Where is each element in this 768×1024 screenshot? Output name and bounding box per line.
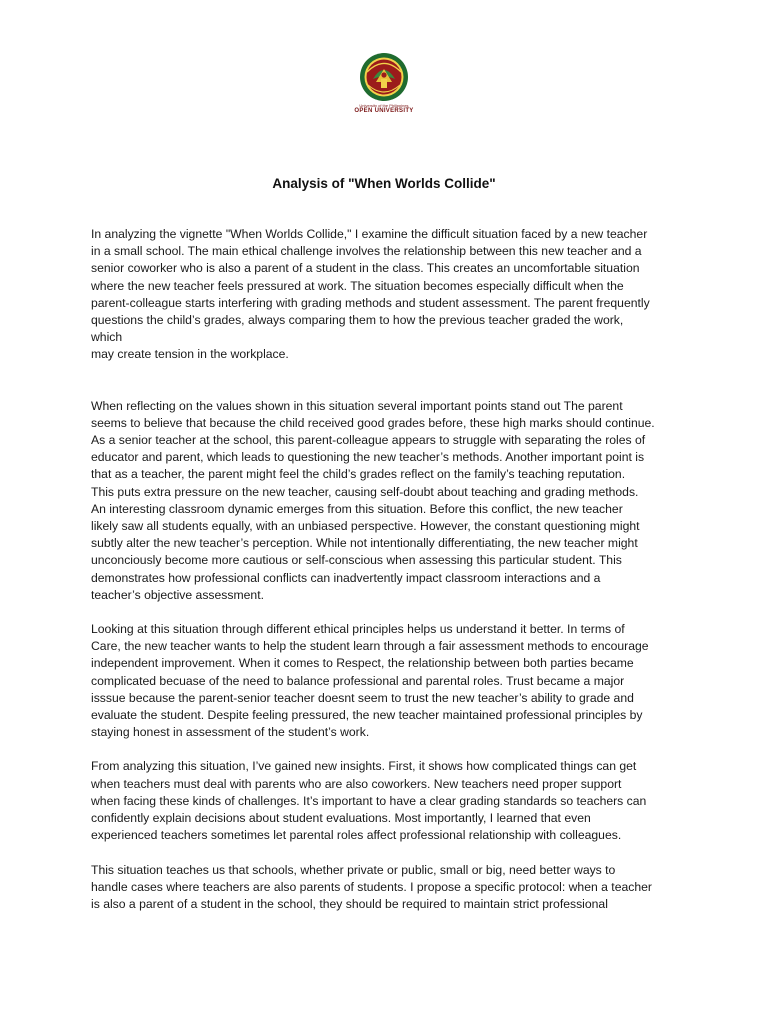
paragraph-spacer <box>91 364 691 398</box>
text-line: seems to believe that because the child received good grades before, these high marks should continue. <box>91 415 655 430</box>
text-line: senior coworker who is also a parent of a student in the class. This creates an uncomfortable situation <box>91 261 640 276</box>
text-line: staying honest in assessment of the student’s work. <box>91 725 370 740</box>
text-line: unconciously become more cautious or self-conscious when assessing this particular student. This <box>91 553 622 568</box>
paragraph-spacer <box>91 741 691 758</box>
text-line: Care, the new teacher wants to help the student learn through a fair assessment methods to encourage <box>91 639 649 654</box>
text-line: This situation teaches us that schools, whether private or public, small or big, need better ways to <box>91 862 616 877</box>
paragraph-4 <box>91 758 691 844</box>
text-line: An interesting classroom dynamic emerges from this situation. Before this conflict, the new teacher <box>91 501 623 516</box>
text-line: in a small school. The main ethical challenge involves the relationship between this new teacher and a <box>91 244 642 259</box>
text-line: handle cases where teachers are also parents of students. I propose a specific protocol: when a teacher <box>91 879 652 894</box>
logo-open-university: OPEN UNIVERSITY <box>354 108 414 114</box>
text-line: When reflecting on the values shown in this situation several important points stand out The parent <box>91 398 623 413</box>
paragraph-spacer <box>91 845 691 862</box>
text-line: that as a teacher, the parent might feel the child’s grades reflect on the family’s teaching reputation. <box>91 467 626 482</box>
text-line: is also a parent of a student in the school, they should be required to maintain strict professional <box>91 896 608 911</box>
document-title: Analysis of "When Worlds Collide" <box>272 176 496 191</box>
text-line: parent-colleague starts interfering with grading methods and student assessment. The parent frequently <box>91 295 650 310</box>
up-open-university-seal-icon <box>359 52 409 102</box>
text-line: questions the child’s grades, always comparing them to how the previous teacher graded the work, <box>91 313 624 328</box>
logo-university-name: University of the Philippines <box>359 103 409 108</box>
text-line: confidently explain decisions about student evaluations. Most importantly, I learned that even <box>91 811 591 826</box>
text-line: From analyzing this situation, I’ve gained new insights. First, it shows how complicated things can get <box>91 759 637 774</box>
text-line: where the new teacher feels pressured at work. The situation becomes especially difficult when the <box>91 278 624 293</box>
paragraph-2 <box>91 398 691 604</box>
text-line: experienced teachers sometimes let parental roles affect professional relationship with colleagues. <box>91 828 622 843</box>
paragraph-5 <box>91 862 691 914</box>
paragraph-spacer <box>91 604 691 621</box>
text-line: which <box>91 330 123 345</box>
text-line: independent improvement. When it comes to Respect, the relationship between both parties became <box>91 656 634 671</box>
text-line: evaluate the student. Despite feeling pressured, the new teacher maintained professional principles by <box>91 708 643 723</box>
document-body <box>91 226 691 913</box>
text-line: when teachers must deal with parents who are also coworkers. New teachers need proper support <box>91 776 622 791</box>
text-line: subtly alter the new teacher’s perception. While not intentionally differentiating, the new teacher might <box>91 536 638 551</box>
text-line: isssue because the parent-senior teacher doesnt seem to trust the new teacher’s ability to grade and <box>91 690 634 705</box>
paragraph-1 <box>91 226 691 364</box>
text-line: educator and parent, which leads to questioning the new teacher’s methods. Another important point is <box>91 450 645 465</box>
text-line: complicated becuase of the need to balance professional and parental roles. Trust became a major <box>91 673 625 688</box>
text-line: may create tension in the workplace. <box>91 347 289 362</box>
text-line: As a senior teacher at the school, this parent-colleague appears to struggle with separating the roles of <box>91 433 646 448</box>
paragraph-3 <box>91 621 691 741</box>
university-logo <box>336 52 432 115</box>
text-line: Looking at this situation through different ethical principles helps us understand it better. In terms of <box>91 622 625 637</box>
text-line: In analyzing the vignette "When Worlds Collide," I examine the difficult situation faced by a new teacher <box>91 227 648 241</box>
text-line: teacher’s objective assessment. <box>91 587 264 602</box>
text-line: This puts extra pressure on the new teacher, causing self-doubt about teaching and grading methods. <box>91 484 639 499</box>
text-line: demonstrates how professional conflicts can inadvertently impact classroom interactions and a <box>91 570 601 585</box>
text-line: likely saw all students equally, with an unbiased perspective. However, the constant questioning might <box>91 519 640 534</box>
text-line: when facing these kinds of challenges. It’s important to have a clear grading standards so teachers can <box>91 793 647 808</box>
